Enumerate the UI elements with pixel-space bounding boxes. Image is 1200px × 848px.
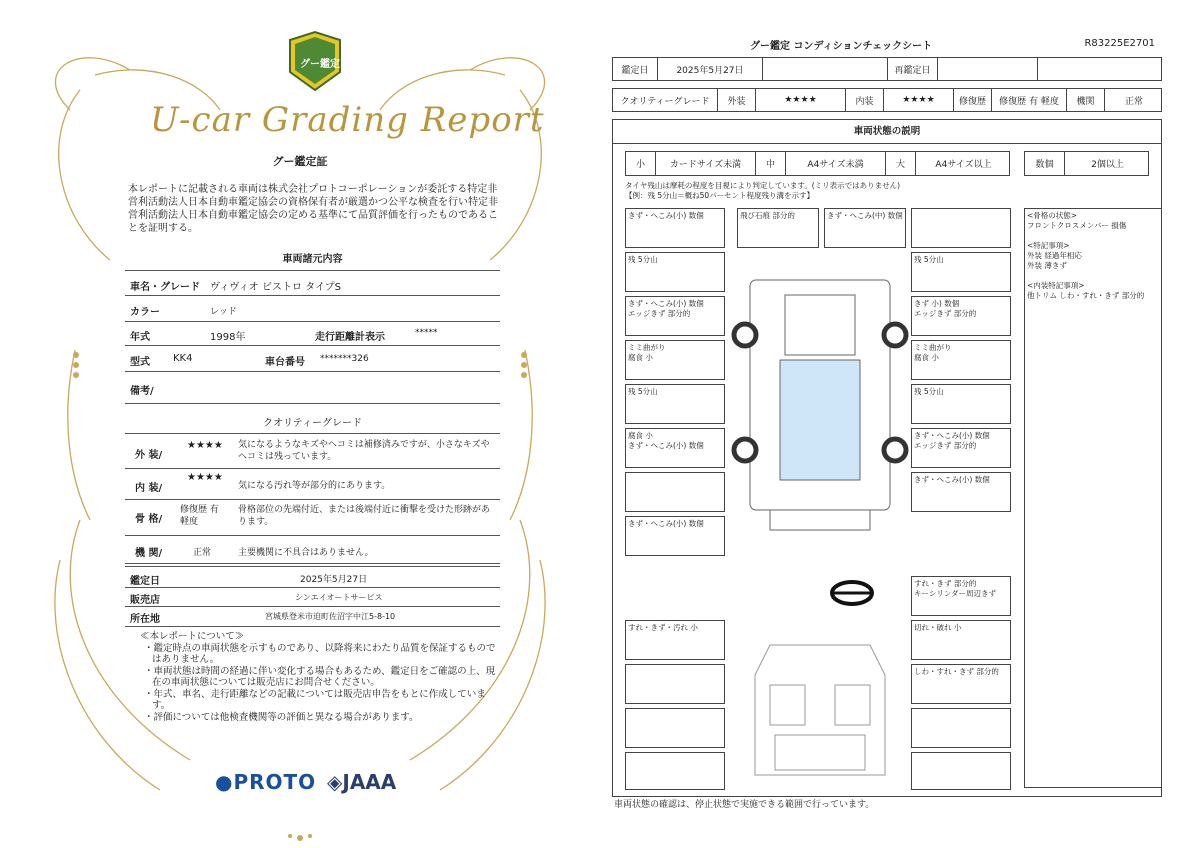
note-item: ・車両状態は時間の経過に伴い変化する場合もあるため、鑑定日をご確認の上、現在の車両状態については販売店にお問合せください。	[144, 665, 496, 688]
tire-front-left	[734, 324, 756, 346]
chassis-label: 車台番号	[265, 357, 305, 368]
damage-box: きず 小) 数個 エッジきず 部分的	[911, 296, 1011, 336]
damage-box: きず・へこみ(小) 数個 エッジきず 部分的	[625, 296, 725, 336]
name-row	[125, 270, 500, 296]
tire-rear-left	[734, 439, 756, 461]
model-row	[125, 346, 500, 372]
tire-example: 【例：残 5分山＝概ね50パーセント程度残り溝を示す】	[625, 191, 815, 200]
size-medium-desc: A4サイズ未満	[786, 152, 886, 175]
proto-logo: ●PROTO	[215, 770, 317, 794]
dealer-value: シンエイオートサービス	[295, 593, 383, 602]
interior-box	[625, 752, 725, 790]
grade-heading: クオリティーグレード	[263, 418, 362, 429]
date-label: 鑑定日	[613, 58, 658, 80]
engine-row	[125, 536, 500, 564]
size-small: 小	[626, 152, 656, 175]
sheet-code: R83225E2701	[1084, 38, 1155, 49]
tire-front-right	[884, 324, 906, 346]
count-legend	[1024, 151, 1149, 176]
address-label: 所在地	[130, 614, 160, 625]
damage-box: きず・へこみ(小) 数個	[625, 208, 725, 248]
interior-box	[625, 664, 725, 704]
certificate-title: グー鑑定証	[272, 155, 328, 168]
dealer-label: 販売店	[130, 595, 160, 606]
sheet-title: グー鑑定 コンディションチェックシート	[750, 41, 933, 52]
mileage-label: 走行距離計表示	[315, 332, 385, 343]
damage-box: 残 5分山	[625, 252, 725, 292]
interior-box	[911, 752, 1011, 790]
interior-box: しわ・すれ・きず 部分的	[911, 664, 1011, 704]
exterior-label: 外 装/	[135, 450, 163, 461]
damage-box: 残 5分山	[911, 252, 1011, 292]
reinspect-label: 再鑑定日	[888, 58, 938, 80]
interior-box: 切れ・破れ 小	[911, 620, 1011, 660]
damage-box	[625, 472, 725, 512]
damage-box: 残 5分山	[911, 384, 1011, 424]
note-item: ・評価については他検査機関等の評価と異なる場合があります。	[144, 711, 419, 723]
blank-cell	[763, 58, 888, 80]
repair-label: 修復歴	[954, 89, 992, 111]
engine-value: 正常	[193, 548, 212, 558]
damage-box: ミミ曲がり 腐食 小	[911, 340, 1011, 380]
interior-box	[625, 708, 725, 748]
size-large-desc: A4サイズ以上	[935, 160, 992, 170]
remarks-label: 備考/	[130, 386, 154, 397]
frame-description: 骨格部位の先端付近、または後端付近に衝撃を受けた形跡があります。	[238, 505, 491, 527]
frame-label: 骨 格/	[135, 514, 163, 525]
interior-box	[911, 708, 1011, 748]
engine-value: 正常	[1124, 96, 1143, 107]
interior-label: 内 装/	[135, 483, 163, 494]
damage-box: きず・へこみ(小) 数個	[625, 516, 725, 556]
color-row	[125, 296, 500, 322]
size-small-desc: カードサイズ未満	[656, 152, 756, 175]
car-exterior-diagram	[730, 260, 910, 540]
chassis-value: *******326	[320, 354, 369, 364]
interior-box: すれ・きず・汚れ 小	[625, 620, 725, 660]
reinspect-value	[938, 58, 1038, 80]
note-item: ・年式、車名、走行距離などの記載については販売店申告をもとに作成しています。	[144, 688, 486, 711]
damage-box: 残 5分山	[625, 384, 725, 424]
ext-label: 外装	[718, 89, 756, 111]
sheet-footer: 車両状態の確認は、停止状態で実施できる範囲で行っています。	[614, 800, 875, 810]
date-value: 2025年5月27日	[658, 58, 763, 80]
date-label: 鑑定日	[130, 576, 160, 587]
damage-box: きず・へこみ(中) 数個	[824, 208, 906, 248]
color-label: カラー	[130, 307, 160, 318]
color-value: レッド	[210, 307, 237, 317]
damage-box: きず・へこみ(小) 数個 エッジきず 部分的	[911, 428, 1011, 468]
year-value: 1998年	[210, 332, 246, 343]
int-label: 内装	[846, 89, 884, 111]
interior-box: すれ・きず 部分的 キーシリンダー周辺きず	[911, 576, 1011, 616]
address-value: 宮城県登米市迫町佐沼字中江5-8-10	[265, 612, 396, 621]
remarks-row	[125, 372, 500, 404]
dealer-row	[125, 588, 500, 607]
engine-label: 機関	[1067, 89, 1105, 111]
frame-value: 修復歴 有 軽度	[180, 505, 219, 527]
interior-description: 気になる汚れ等が部分的にあります。	[238, 481, 391, 491]
exterior-description: 気になるようなキズやヘコミは補修済みですが、小さなキズやヘコミは残っています。	[238, 440, 490, 462]
damage-box: きず・へこみ(小) 数個	[911, 472, 1011, 512]
damage-box	[911, 208, 1011, 248]
int-stars: ★★★★	[884, 89, 954, 111]
engine-label: 機 関/	[135, 548, 163, 559]
interior-row	[125, 469, 500, 500]
size-legend	[625, 151, 1010, 176]
count-value: 2個以上	[1091, 160, 1124, 170]
model-label: 型式	[130, 357, 150, 368]
name-value: ヴィヴィオ ビストロ タイプS	[210, 282, 342, 293]
address-row	[125, 607, 500, 627]
year-row	[125, 322, 500, 346]
engine-description: 主要機関に不具合はありません。	[238, 548, 374, 558]
notes-heading: ≪本レポートについて≫	[140, 631, 245, 642]
count-label: 数個	[1025, 152, 1065, 175]
steering-wheel-icon	[830, 578, 890, 608]
size-medium: 中	[756, 152, 786, 175]
date-table	[612, 57, 1162, 81]
grade-table	[612, 88, 1162, 112]
damage-box: 腐食 小 きず・へこみ(小) 数個	[625, 428, 725, 468]
tire-note: タイヤ残山は摩耗の程度を目視により判定しています。(ミリ表示ではありません)	[625, 181, 901, 190]
state-heading: 車両状態の説明	[613, 120, 1161, 144]
mileage-value: *****	[415, 328, 438, 338]
jaaa-logo: ◈JAAA	[327, 770, 397, 794]
name-label: 車名・グレード	[130, 282, 200, 293]
date-row	[125, 566, 500, 588]
exterior-stars: ★★★★	[187, 440, 223, 451]
damage-box: 飛び石痕 部分的	[737, 208, 819, 248]
condition-check-sheet	[600, 0, 1200, 848]
interior-stars: ★★★★	[187, 472, 223, 483]
report-script-title: U-car Grading Report	[150, 100, 545, 140]
grade-label: クオリティーグレード	[613, 89, 718, 111]
notes-panel: <骨格の状態> フロントクロスメンバー 損傷 <特記事項> 外装 経過年相応 外装 薄きず <内装特記事項> 他トリム しわ・すれ・きず 部分的	[1024, 208, 1162, 788]
date-value: 2025年5月27日	[300, 575, 368, 585]
goo-badge-label: グー鑑定	[300, 59, 340, 70]
model-value: KK4	[173, 353, 193, 364]
damage-box: ミミ曲がり 腐食 小	[625, 340, 725, 380]
tire-rear-right	[884, 439, 906, 461]
frame-row	[125, 500, 500, 536]
note-item: ・鑑定時点の車両状態を示すものであり、以降将来にわたり品質を保証するものではありません。	[144, 642, 496, 665]
spec-heading: 車両諸元内容	[282, 254, 343, 265]
exterior-row	[125, 433, 500, 469]
car-interior-diagram	[750, 635, 890, 785]
repair-value: 修復歴 有 軽度	[992, 89, 1067, 111]
certificate-intro: 本レポートに記載される車両は株式会社プロトコーポレーションが委託する特定非営利活動法人日本自動車鑑定協会の資格保有者が厳選かつ公平な検査を行い特定非営利活動法人日本自動車鑑定協会の定める基準にて品質評価を行ったものであることを証明する。	[128, 184, 498, 234]
report-notes	[140, 631, 500, 723]
year-label: 年式	[130, 332, 150, 343]
ext-stars: ★★★★	[756, 89, 846, 111]
size-large: 大	[886, 152, 916, 175]
